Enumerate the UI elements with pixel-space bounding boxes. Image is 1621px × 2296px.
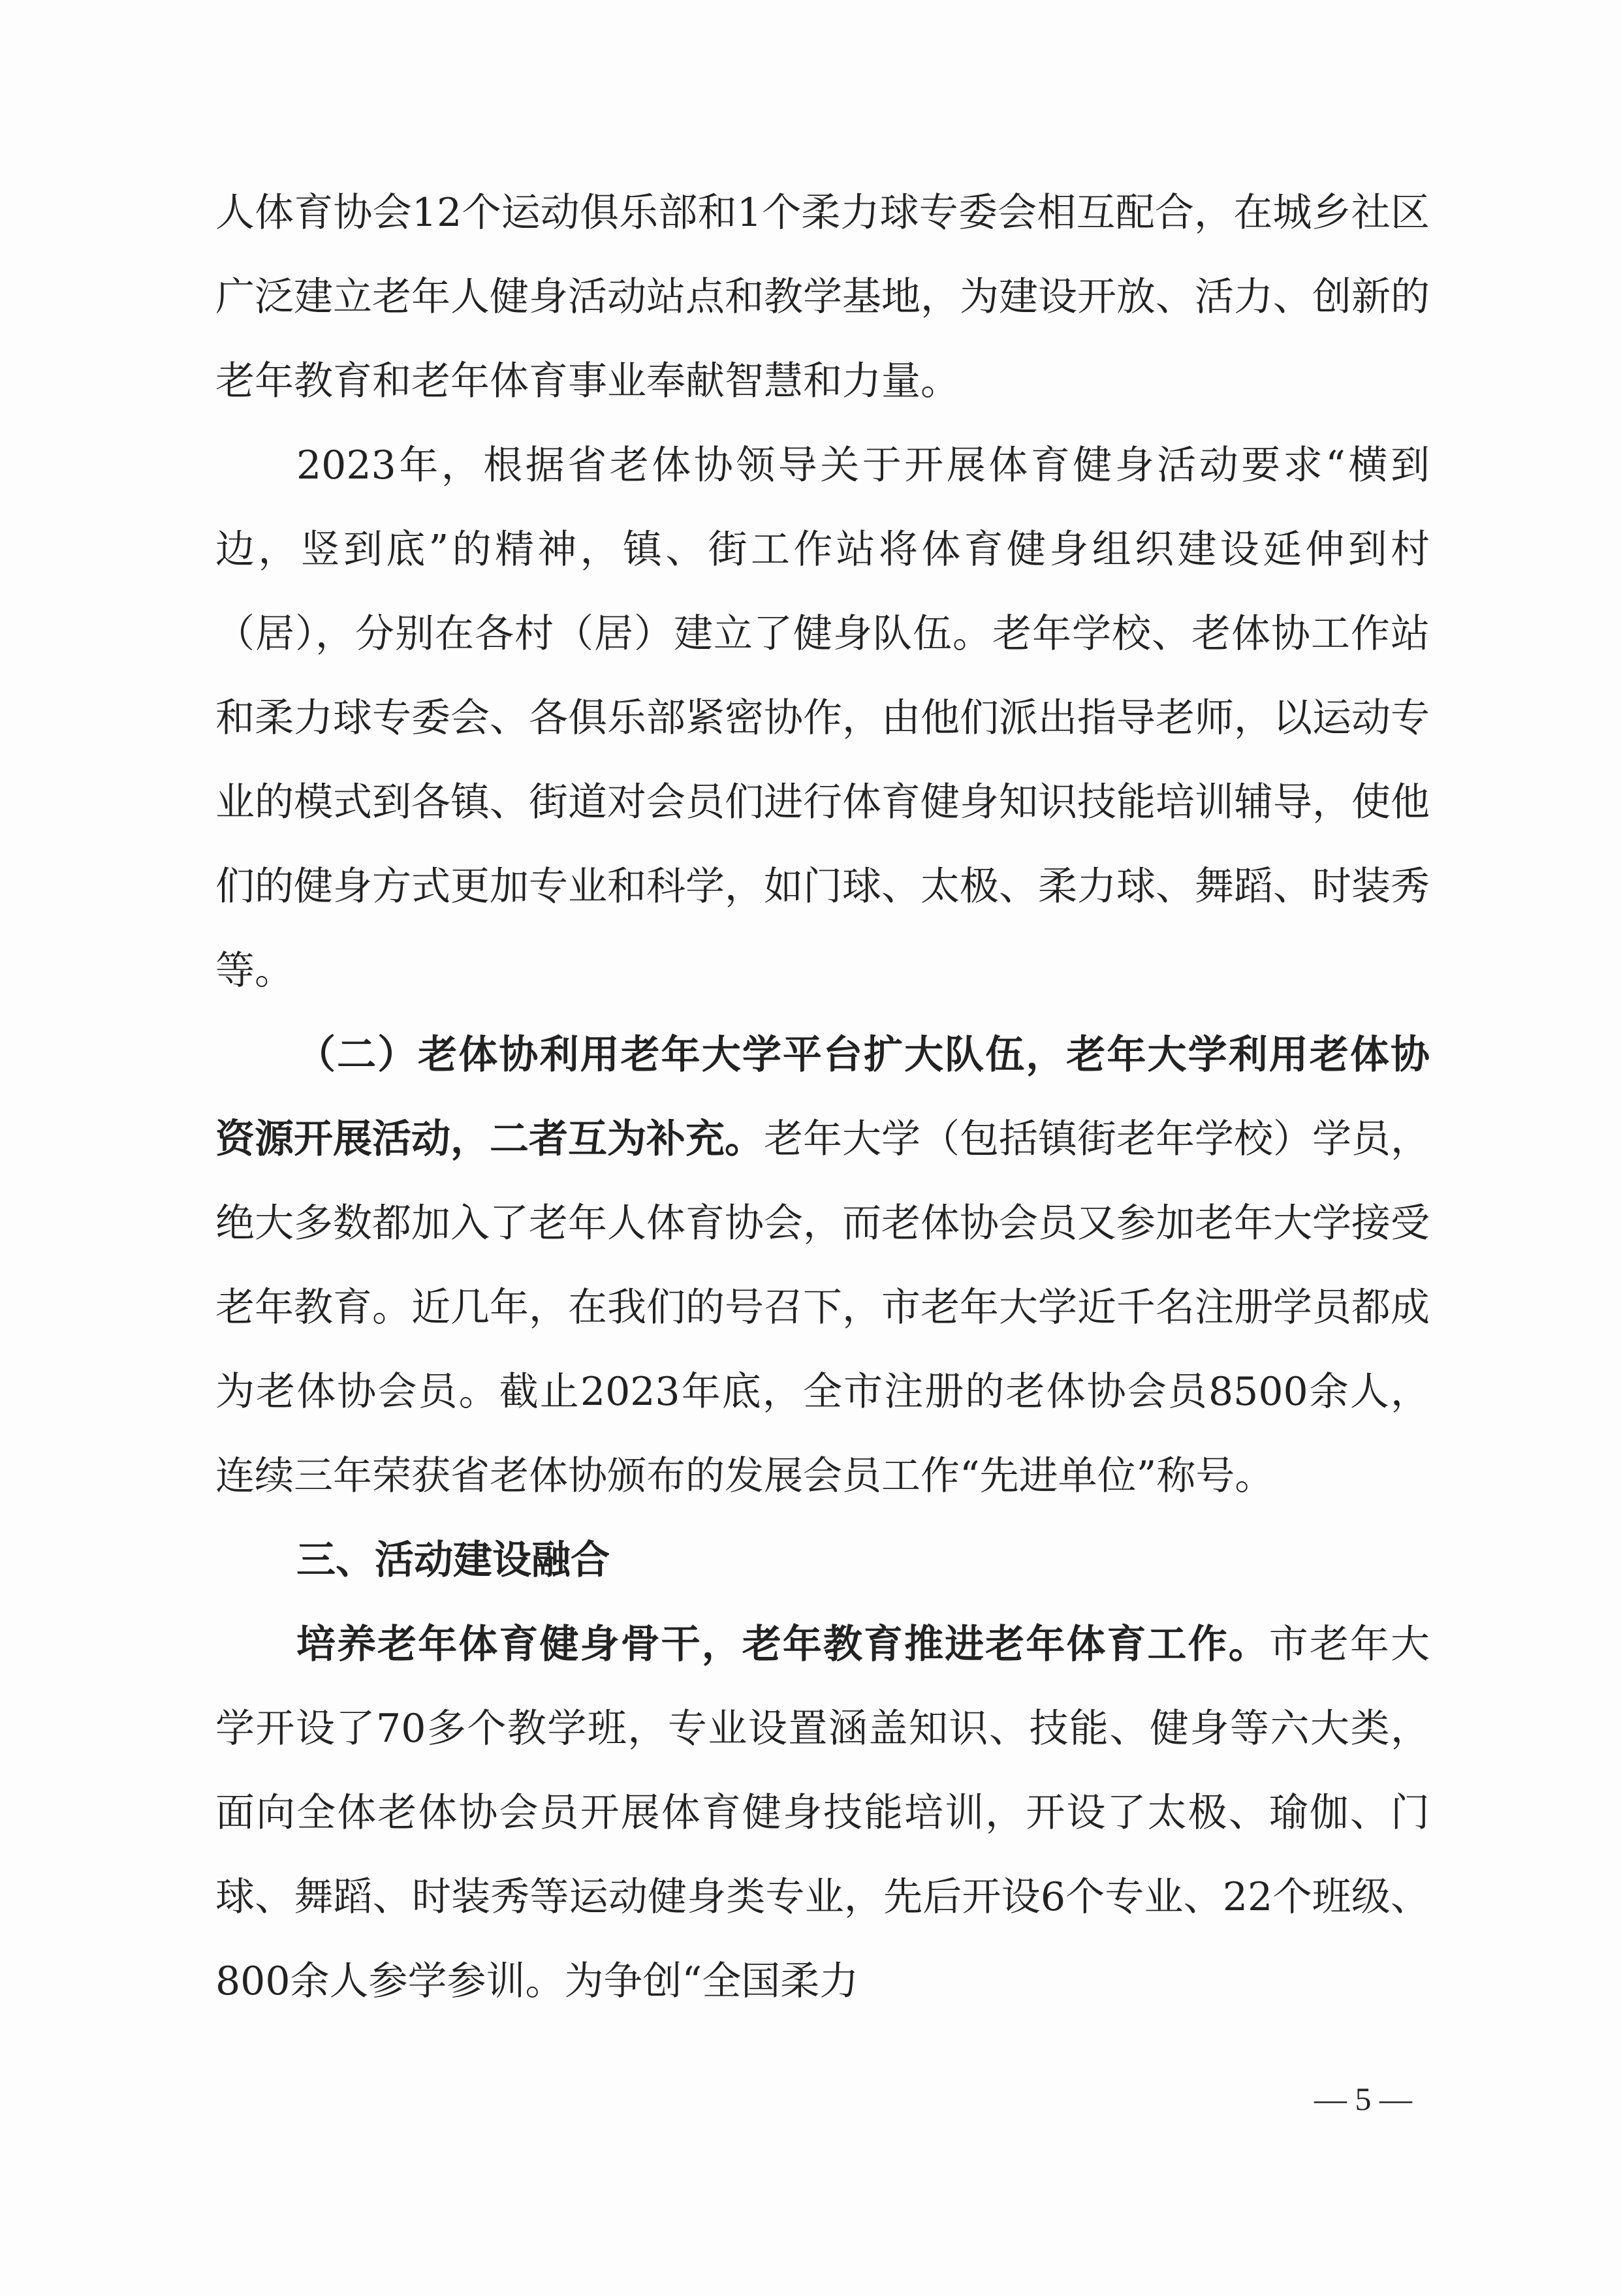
page-number: — 5 — [1314,2081,1412,2117]
paragraph-text: 2023年，根据省老体协领导关于开展体育健身活动要求“横到边，竖到底”的精神，镇、街工作站将体育健身组织建设延伸到村（居），分别在各村（居）建立了健身队伍。老年学校、老体协工作站和柔力球专委会、各俱乐部紧密协作，由他们派出指导老师，以运动专业的模式到各镇、街道对会员们进行体育健身知识技能培训辅导，使他们的健身方式更加专业和科学，如门球、太极、柔力球、舞蹈、时装秀等。 [215,443,1430,994]
paragraph-lead-bold: （二）老体协利用老年大学平台扩大队伍，老年大学利用老体协资源开展活动，二者互为补充。 [215,1032,1430,1162]
paragraph-continuation [215,171,1430,424]
paragraph-section-two [215,1013,1430,1518]
paragraph-text: 人体育协会12个运动俱乐部和1个柔力球专委会相互配合，在城乡社区广泛建立老年人健身活动站点和教学基地，为建设开放、活力、创新的老年教育和老年体育事业奉献智慧和力量。 [215,190,1430,404]
paragraph-text: 老年大学（包括镇街老年学校）学员，绝大多数都加入了老年人体育协会，而老体协会员又参加老年大学接受老年教育。近几年，在我们的号召下，市老年大学近千名注册学员都成为老体协会员。截止2023年底，全市注册的老体协会员8500余人，连续三年荣获省老体协颁布的发展会员工作“先进单位”称号。 [215,1116,1430,1499]
section-heading [215,1518,1430,1603]
paragraph-training [215,1603,1430,2024]
section-heading-text: 三、活动建设融合 [296,1537,610,1583]
paragraph-text: 市老年大学开设了70多个教学班，专业设置涵盖知识、技能、健身等六大类，面向全体老体协会员开展体育健身技能培训，开设了太极、瑜伽、门球、舞蹈、时装秀等运动健身类专业，先后开设6个专业、22个班级、800余人参学参训。为争创“全国柔力 [215,1622,1430,2004]
paragraph-lead-bold: 培养老年体育健身骨干，老年教育推进老年体育工作。 [296,1622,1269,1667]
document-body [215,171,1430,2024]
paragraph-2023-activities [215,424,1430,1013]
